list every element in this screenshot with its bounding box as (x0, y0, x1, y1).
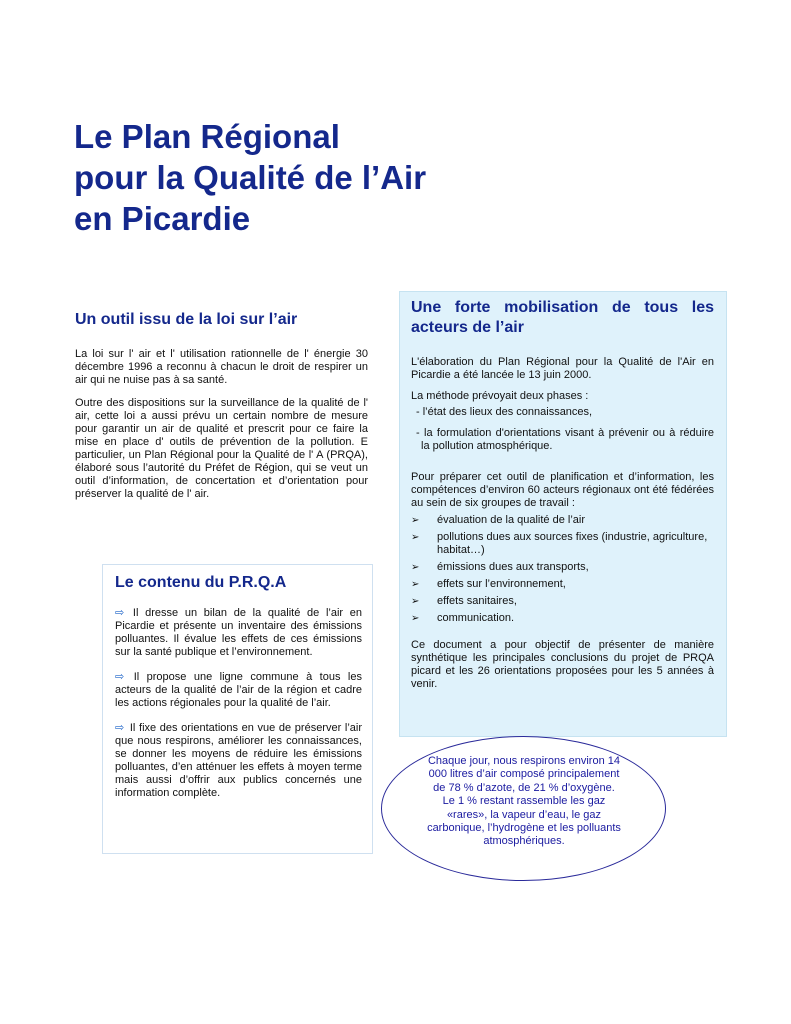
arrow-icon: ⇨ (115, 607, 125, 619)
groups-intro: Pour préparer cet outil de planification et d’information, les compétences d’environ 60 acteurs régionaux ont été fédérées au sein de six groupes de travail : (411, 471, 714, 509)
title-line-1: Le Plan Régional (74, 118, 340, 155)
left-paragraph-1: La loi sur l' air et l' utilisation rationnelle de l' énergie 30 décembre 1996 a reconnu à chacun le droit de respirer un air qui ne nuise pas à sa santé. (75, 348, 368, 386)
title-line-2: pour la Qualité de l’Air (74, 159, 427, 196)
bullet-arrow-icon: ➢ (411, 515, 420, 526)
list-item: ➢ effets sur l’environnement, (411, 578, 566, 590)
bullet-arrow-icon: ➢ (411, 613, 420, 624)
prqa-item (115, 722, 362, 800)
bullet-arrow-icon: ➢ (411, 562, 420, 573)
groups-list (411, 514, 714, 625)
prqa-item-text: Il fixe des orientations en vue de préserver l’air que nous respirons, améliorer les connaissances, se donner les moyens de réduire les émissions polluantes, d’en atténuer les effets à moyen terme mais aussi d’offrir aux publics concernés une information complète. (115, 722, 363, 799)
prqa-box (102, 564, 373, 854)
prqa-item (115, 671, 362, 710)
left-section (75, 310, 368, 511)
mobilisation-box (399, 291, 727, 737)
prqa-item (115, 607, 362, 659)
list-item: ➢ effets sanitaires, (411, 595, 517, 607)
list-item: ➢ évaluation de la qualité de l’air (411, 514, 585, 526)
right-method: La méthode prévoyait deux phases : (411, 390, 589, 402)
prqa-item-text: Il propose une ligne commune à tous les acteurs de la qualité de l’air de la région et cadre les actions régionales pour la qualité de l’air. (115, 671, 362, 709)
arrow-icon: ⇨ (115, 671, 125, 683)
arrow-icon: ⇨ (115, 722, 125, 734)
right-conclusion: Ce document a pour objectif de présenter de manière synthétique les principales conclusions du projet de PRQA picard et les 26 orientations proposées pour les 5 années à venir. (411, 639, 714, 690)
bullet-arrow-icon: ➢ (411, 579, 420, 590)
prqa-item-text: Il dresse un bilan de la qualité de l’air en Picardie et présente un inventaire des émissions polluantes. Il évalue les effets de ces émissions sur la santé publique et l’environnement. (115, 607, 362, 658)
right-heading: Une forte mobilisation de tous les acteurs de l’air (411, 299, 714, 336)
title-line-3: en Picardie (74, 200, 251, 237)
page-title (74, 116, 594, 239)
bullet-arrow-icon: ➢ (411, 596, 420, 607)
callout-text: Chaque jour, nous respirons environ 14 000 litres d’air composé principalement de 78 % d’azote, de 21 % d’oxygène. Le 1 % restant rassemble les gaz «rares», la vapeur d’eau, le gaz carbonique, l’hydrogène et les polluants atmosphériques. (427, 755, 621, 848)
bullet-arrow-icon: ➢ (411, 532, 420, 543)
list-item: ➢ émissions dues aux transports, (411, 561, 589, 573)
phase-item: - la formulation d'orientations visant à prévenir ou à réduire la pollution atmosphérique. (416, 427, 714, 452)
right-intro: L'élaboration du Plan Régional pour la Qualité de l'Air en Picardie a été lancée le 13 juin 2000. (411, 356, 714, 381)
phase-item: - l’état des lieux des connaissances, (416, 406, 593, 418)
prqa-heading: Le contenu du P.R.Q.A (115, 574, 287, 591)
list-item: ➢ pollutions dues aux sources fixes (industrie, agriculture, habitat…) (411, 531, 708, 556)
left-paragraph-2: Outre des dispositions sur la surveillance de la qualité de l' air, cette loi a aussi prévu un certain nombre de mesure pour garantir un air de qualité et prescrit pour ce faire la mise en place d' outils de prévention de la pollution. E particulier, un Plan Régional pour la Qualité de l' A (PRQA), élaboré sous l’autorité du Préfet de Région, qui se veut un outil d’information, de concertation et d’orientation pour préserver la qualité de l' air. (75, 397, 368, 500)
left-heading: Un outil issu de la loi sur l’air (75, 311, 298, 328)
list-item: ➢ communication. (411, 612, 515, 624)
